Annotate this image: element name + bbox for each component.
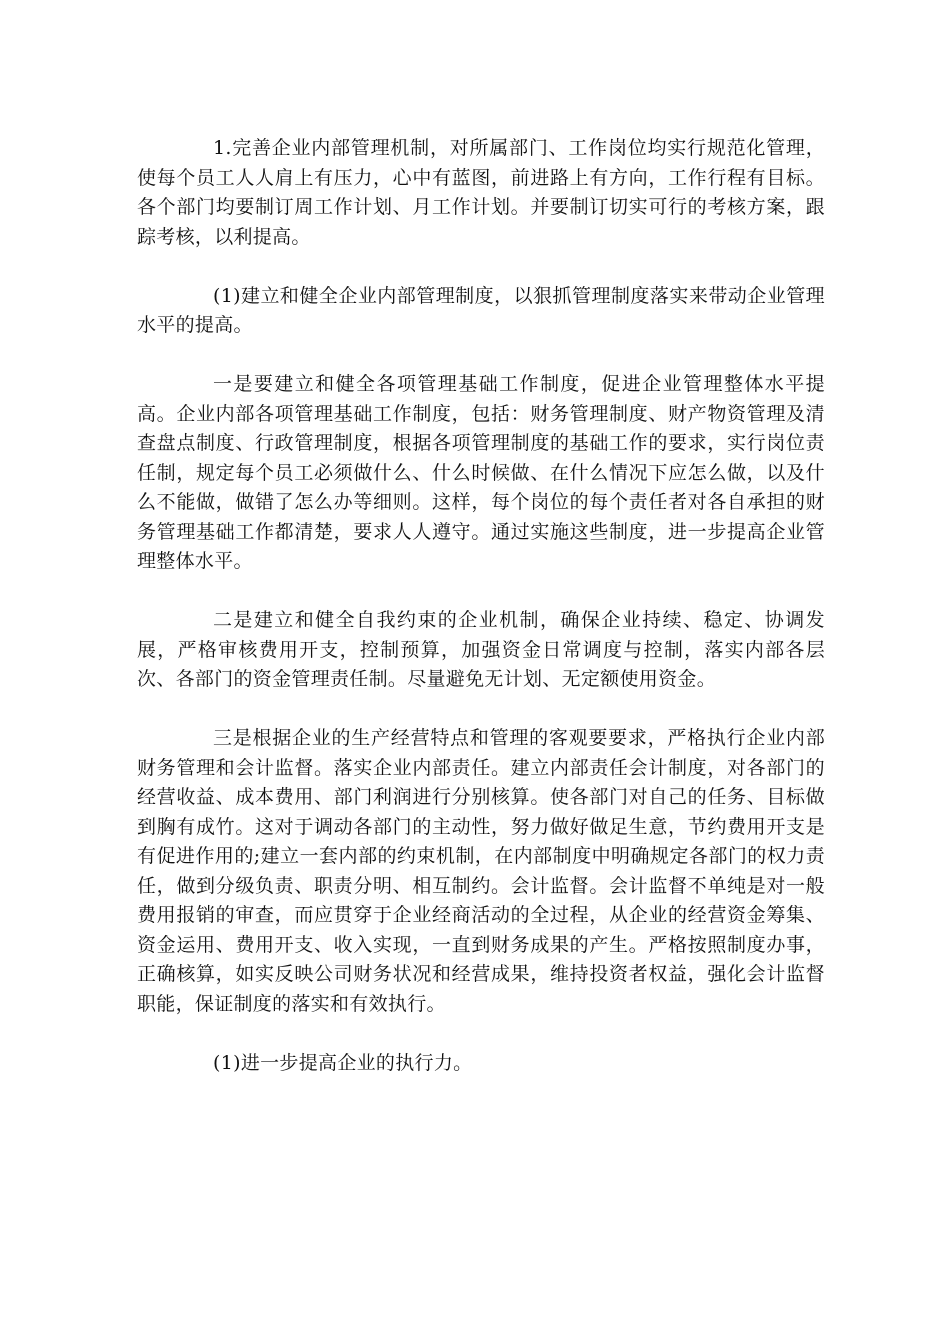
- paragraph-1: 1.完善企业内部管理机制，对所属部门、工作岗位均实行规范化管理，使每个员工人人肩上有压力，心中有蓝图，前进路上有方向，工作行程有目标。各个部门均要制订周工作计划、月工作计划。并要制订切实可行的考核方案，跟踪考核，以利提高。: [137, 137, 825, 248]
- paragraph-3: 一是要建立和健全各项管理基础工作制度，促进企业管理整体水平提高。企业内部各项管理基础工作制度，包括：财务管理制度、财产物资管理及清查盘点制度、行政管理制度，根据各项管理制度的基础工作的要求，实行岗位责任制，规定每个员工必须做什么、什么时候做、在什么情况下应怎么做，以及什么不能做，做错了怎么办等细则。这样，每个岗位的每个责任者对各自承担的财务管理基础工作都清楚，要求人人遵守。通过实施这些制度，进一步提高企业管理整体水平。: [137, 373, 825, 572]
- document-body: [137, 134, 825, 1108]
- paragraph-6: (1)进一步提高企业的执行力。: [213, 1051, 473, 1074]
- paragraph-5: 三是根据企业的生产经营特点和管理的客观要要求，严格执行企业内部财务管理和会计监督。落实企业内部责任。建立内部责任会计制度，对各部门的经营收益、成本费用、部门利润进行分别核算。使各部门对自己的任务、目标做到胸有成竹。这对于调动各部门的主动性，努力做好做足生意，节约费用开支是有促进作用的;建立一套内部的约束机制，在内部制度中明确规定各部门的权力责任，做到分级负责、职责分明、相互制约。会计监督。会计监督不单纯是对一般费用报销的审查，而应贯穿于企业经商活动的全过程，从企业的经营资金筹集、资金运用、费用开支、收入实现，一直到财务成果的产生。严格按照制度办事，正确核算，如实反映公司财务状况和经营成果，维持投资者权益，强化会计监督职能，保证制度的落实和有效执行。: [137, 727, 825, 1015]
- paragraph-4: 二是建立和健全自我约束的企业机制，确保企业持续、稳定、协调发展，严格审核费用开支，控制预算，加强资金日常调度与控制，落实内部各层次、各部门的资金管理责任制。尽量避免无计划、无定额使用资金。: [137, 609, 825, 690]
- paragraph-2: (1)建立和健全企业内部管理制度，以狠抓管理制度落实来带动企业管理水平的提高。: [137, 284, 825, 336]
